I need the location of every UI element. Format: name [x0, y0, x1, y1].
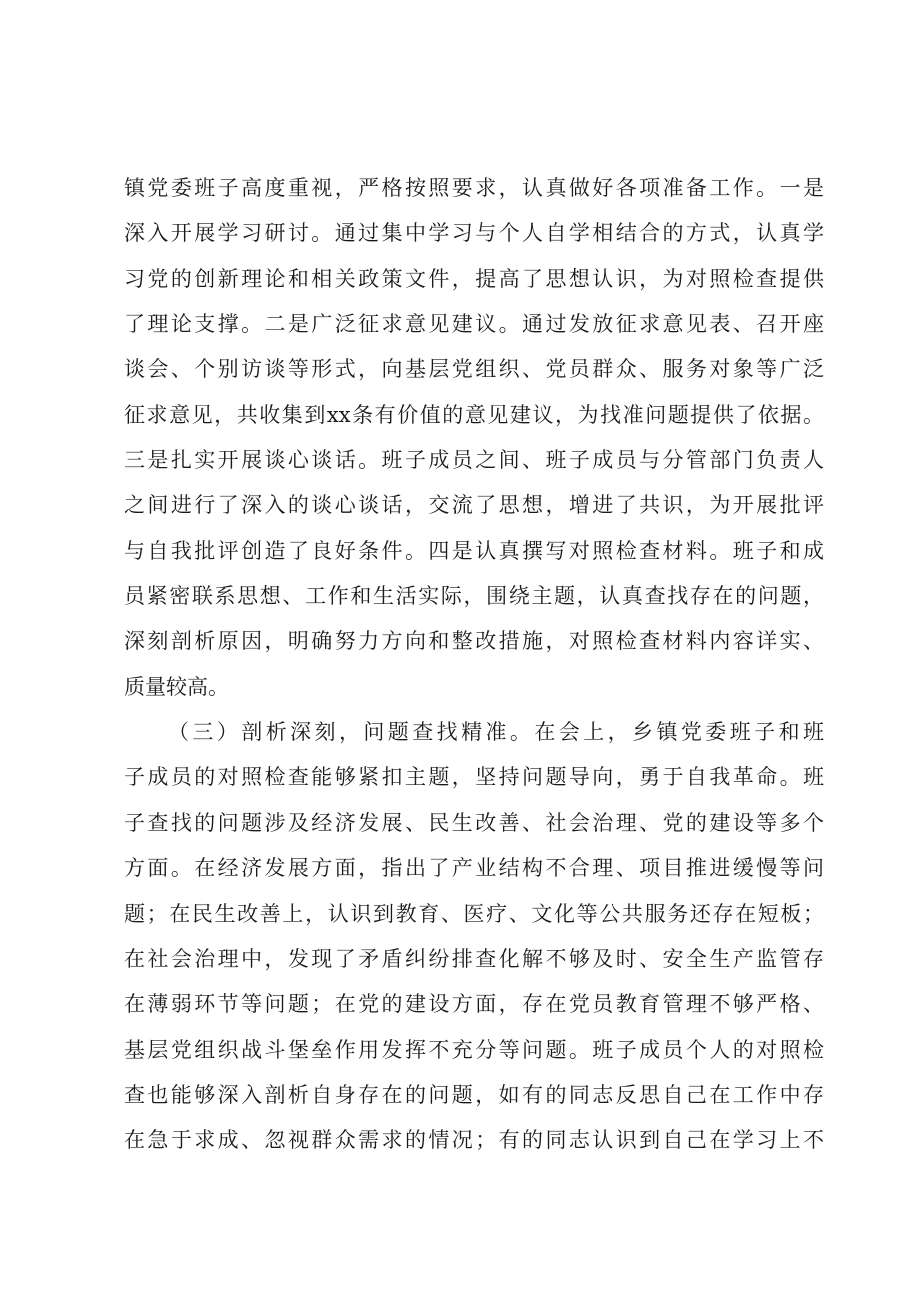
paragraph-2-line: 在薄弱环节等问题；在党的建设方面，存在党员教育管理不够严格、 [124, 992, 824, 1017]
paragraph-1-line: 与自我批评创造了良好条件。四是认真撰写对照检查材料。班子和成 [124, 538, 824, 563]
paragraph-2-line: 子成员的对照检查能够紧扣主题，坚持问题导向，勇于自我革命。班 [124, 765, 824, 790]
paragraph-1-line: 之间进行了深入的谈心谈话，交流了思想，增进了共识，为开展批评 [124, 493, 824, 518]
paragraph-2-line: 查也能够深入剖析自身存在的问题，如有的同志反思自己在工作中存 [124, 1082, 824, 1107]
paragraph-1-line: 了理论支撑。二是广泛征求意见建议。通过发放征求意见表、召开座 [124, 312, 824, 337]
paragraph-1-line: 深入开展学习研讨。通过集中学习与个人自学相结合的方式，认真学 [124, 221, 824, 246]
body-text [124, 166, 824, 1164]
paragraph-1-line: 习党的创新理论和相关政策文件，提高了思想认识，为对照检查提供 [124, 266, 824, 291]
paragraph-2-line: 题；在民生改善上，认识到教育、医疗、文化等公共服务还存在短板； [124, 901, 824, 926]
paragraph-1-line: 质量较高。 [124, 674, 229, 699]
paragraph-1-line: 深刻剖析原因，明确努力方向和整改措施，对照检查材料内容详实、 [124, 629, 824, 654]
paragraph-2-line: 在社会治理中，发现了矛盾纠纷排查化解不够及时、安全生产监管存 [124, 946, 824, 971]
paragraph-1-line: 三是扎实开展谈心谈话。班子成员之间、班子成员与分管部门负责人 [124, 448, 824, 473]
paragraph-2-line: 方面。在经济发展方面，指出了产业结构不合理、项目推进缓慢等问 [124, 856, 824, 881]
paragraph-2-line: 在急于求成、忽视群众需求的情况；有的同志认识到自己在学习上不 [124, 1128, 824, 1153]
paragraph-1-line: 员紧密联系思想、工作和生活实际，围绕主题，认真查找存在的问题， [124, 584, 824, 609]
paragraph-2-line: 子查找的问题涉及经济发展、民生改善、社会治理、党的建设等多个 [124, 810, 824, 835]
paragraph-1-line: 谈会、个别访谈等形式，向基层党组织、党员群众、服务对象等广泛 [124, 357, 824, 382]
paragraph-1-line: 征求意见，共收集到xx条有价值的意见建议，为找准问题提供了依据。 [124, 402, 824, 427]
paragraph-2-line: （三）剖析深刻，问题查找精准。在会上，乡镇党委班子和班 [168, 720, 824, 745]
paragraph-2-line: 基层党组织战斗堡垒作用发挥不充分等问题。班子成员个人的对照检 [124, 1037, 824, 1062]
paragraph-1-line: 镇党委班子高度重视，严格按照要求，认真做好各项准备工作。一是 [124, 176, 824, 200]
